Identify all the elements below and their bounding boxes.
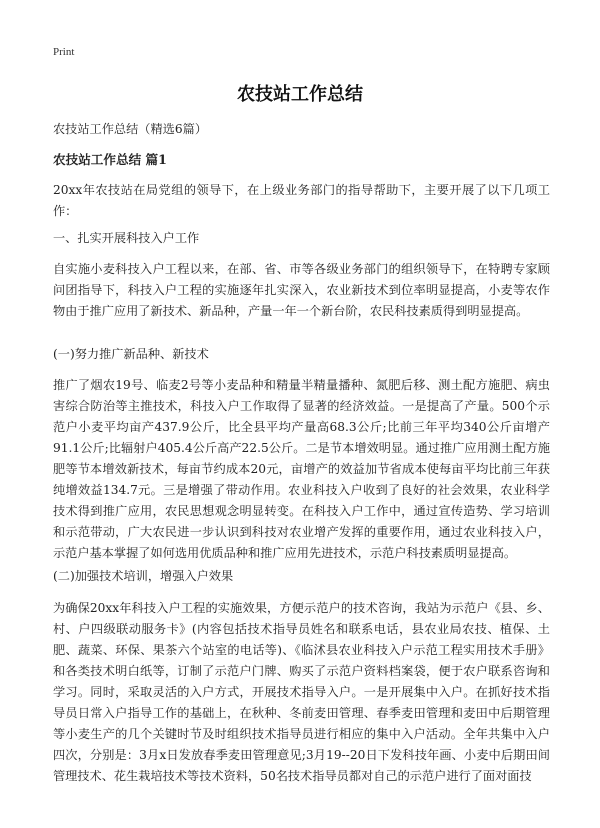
intro-paragraph: 20xx年农技站在局党组的领导下，在上级业务部门的指导帮助下，主要开展了以下几项工作： xyxy=(53,183,550,218)
paragraph-2: 推广了烟农19号、临麦2号等小麦品种和精量半精量播种、氮肥后移、测土配方施肥、病虫害综合防治等主推技术，科技入户工作取得了显著的经济效益。一是提高了产量。500个示范户小麦平均亩产437.9公斤，比全县平均产量高68.3公斤;比前三年平均340公斤亩增产91.1公斤;比辐射户405.4公斤高产22.5公斤。二是节本增效明显。通过推广应用测土配方施肥等节本增效新技术，每亩节约成本20元，亩增产的效益加节省成本使每亩平均比前三年获纯增效益134.7元。三是增强了带动作用。农业科技入户收到了良好的社会效果，农业科学技术得到推广应用，农民思想观念明显转变。在科技入户工作中，通过宣传造势、学习培训和示范带动，广大农民进一步认识到科技对农业增产发挥的重要作用，通过农业科技入户，示范户基本掌握了如何选用优质品种和推广应用先进技术，示范户科技素质明显提高。 xyxy=(53,378,550,560)
heading-2: (一)努力推广新品种、新技术 xyxy=(53,347,209,361)
print-link[interactable]: Print xyxy=(53,46,75,58)
paragraph-1: 自实施小麦科技入户工程以来，在部、省、市等各级业务部门的组织领导下，在特聘专家顾问团指导下，科技入户工程的实施逐年扎实深入，农业新技术到位率明显提高，小麦等农作物由于推广应用了新技术、新品种，产量一年一个新台阶，农民科技素质得到明显提高。 xyxy=(53,262,550,318)
page-title: 农技站工作总结 xyxy=(237,84,363,105)
section-title: 农技站工作总结 篇1 xyxy=(53,152,167,167)
heading-1: 一、扎实开展科技入户工作 xyxy=(53,231,200,245)
heading-3: (二)加强技术培训，增强入户效果 xyxy=(53,569,234,583)
paragraph-3: 为确保20xx年科技入户工程的实施效果，方便示范户的技术咨询，我站为示范户《县、乡、村、户四级联动服务卡》(内容包括技术指导员姓名和联系电话，县农业局农技、植保、土肥、蔬菜、环保、果茶六个站室的电话等)、《临沭县农业科技入户示范工程实用技术手册》和各类技术明白纸等，订制了示范户门牌、购买了示范户资料档案袋，便于农户联系咨询和学习。同时，采取灵活的入户方式，开展技术指导入户。一是开展集中入户。在抓好技术指导员日常入户指导工作的基础上，在秋种、冬前麦田管理、春季麦田管理和麦田中后期管理等小麦生产的几个关键时节及时组织技术指导员进行相应的集中入户活动。全年共集中入户四次，分别是：3月x日发放春季麦田管理意见;3月19--20日下发科技年画、小麦中后期田间管理技术、花生栽培技术等技术资料，50名技术指导员都对自己的示范户进行了面对面技 xyxy=(53,601,550,783)
document-subtitle: 农技站工作总结（精选6篇） xyxy=(53,122,208,136)
